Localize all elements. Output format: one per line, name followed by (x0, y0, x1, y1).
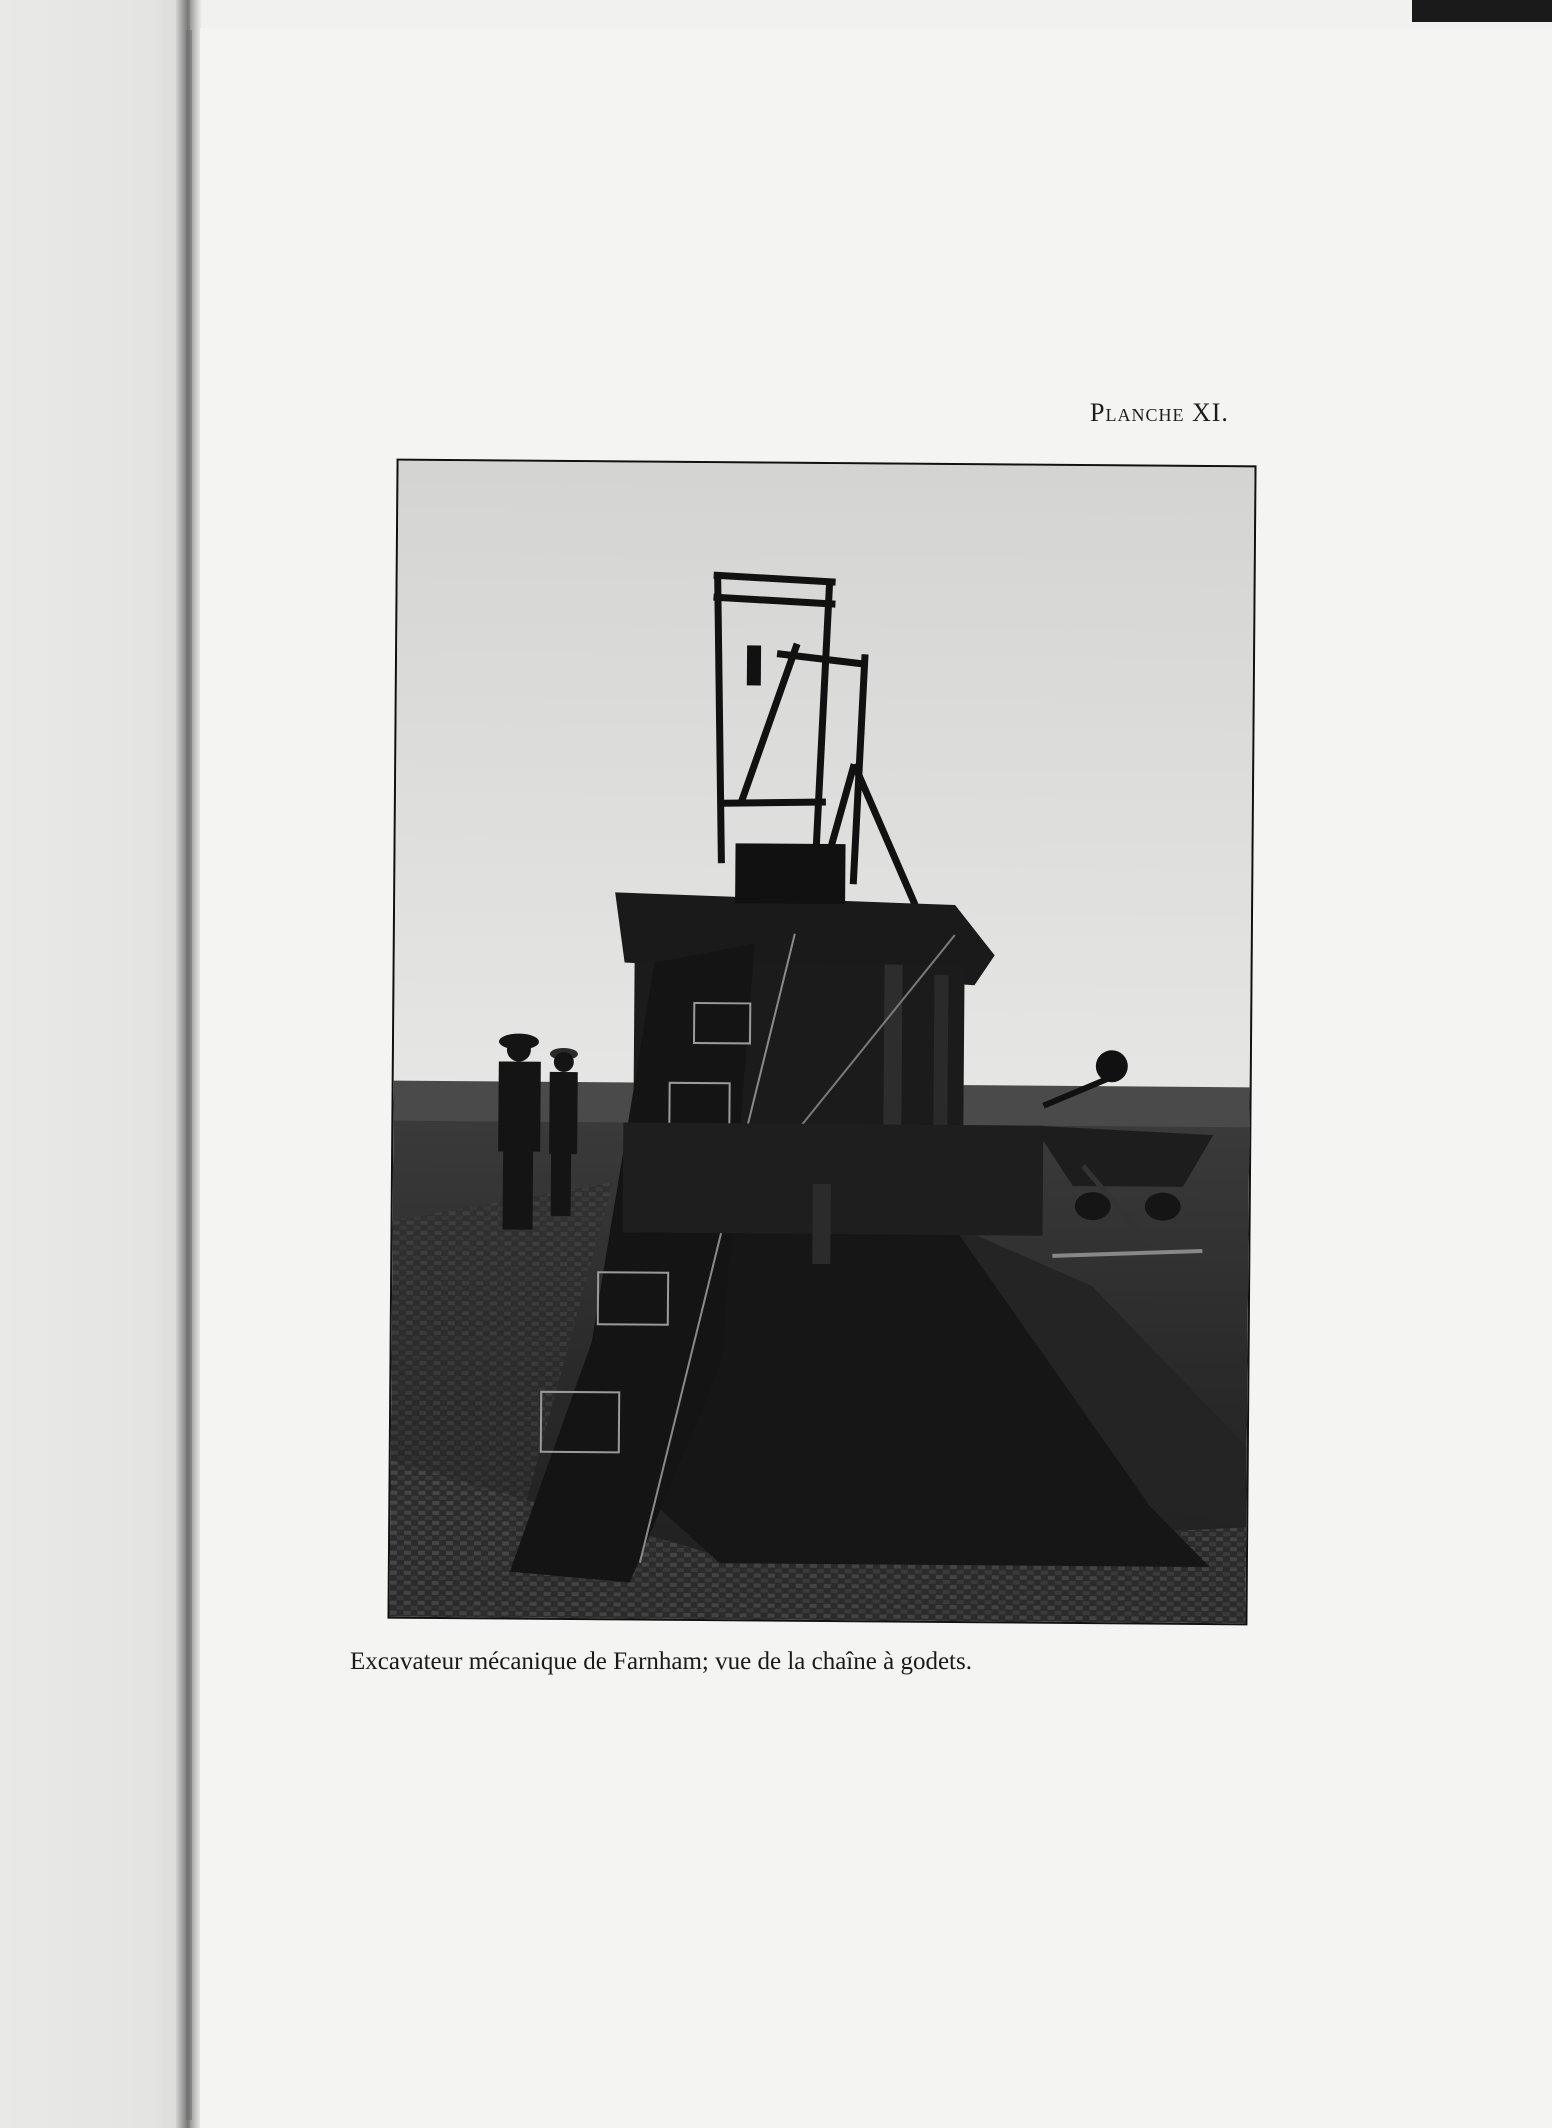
photo-caption (0, 1648, 1552, 1676)
top-corner-dark (1412, 0, 1552, 22)
photo-caption-text: Excavateur mécanique de Farnham; vue de la chaîne à godets. (350, 1648, 972, 1675)
plate-label: Planche XI. (1090, 398, 1229, 427)
gutter-line (186, 30, 192, 2120)
excavator-photo-image (389, 461, 1254, 1624)
left-page-edge (0, 0, 190, 2128)
excavator-photograph (387, 459, 1256, 1626)
